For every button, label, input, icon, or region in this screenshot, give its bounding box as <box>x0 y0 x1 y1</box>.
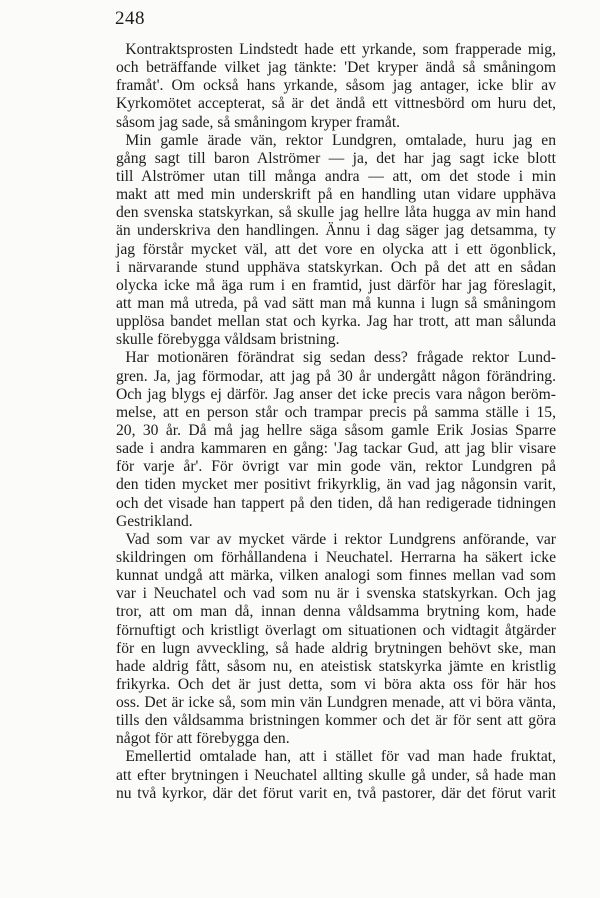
text-line: gång sagt till baron Alströmer — ja, det har jag sagt icke blott <box>116 149 556 167</box>
paragraph <box>116 531 556 749</box>
text-line: att man må utreda, på vad sätt man må kunna i lugn så småningom <box>116 294 556 312</box>
text-line: och beträffande vilket jag tänkte: 'Det kryper ändå så småningom <box>116 59 556 77</box>
text-line: frikyrka. Och det är just detta, som vi böra akta oss för här hos <box>116 675 556 693</box>
text-line: oss. Det är icke så, som min vän Lundgren menade, att vi böra vänta, <box>116 694 556 712</box>
text-line: och det visade han tappert på den tiden, då han redigerade tidningen <box>116 494 556 512</box>
text-line: tror, att om man då, innan denna våldsamma brytning kom, hade <box>116 603 556 621</box>
text-line: Vad som var av mycket värde i rektor Lundgrens anförande, var <box>125 530 556 548</box>
text-line: Gestrikland. <box>116 512 193 530</box>
text-line: melse, att en person står och trampar precis på samma ställe i 15, <box>116 403 556 421</box>
paragraph <box>116 349 556 530</box>
text-line: tills den våldsamma bristningen kommer och det är för sent att göra <box>116 712 556 730</box>
text-line: den svenska statskyrkan, så skulle jag hellre låta hugga av min hand <box>116 204 556 222</box>
text-line: sade i andra kammaren en gång: 'Jag tackar Gud, att jag blir visare <box>116 440 556 458</box>
text-line: Kontraktsprosten Lindstedt hade ett yrkande, som frapperade mig, <box>125 41 556 58</box>
paragraph <box>116 41 556 132</box>
text-line: än underskriva den handlingen. Ännu i dag säger jag detsamma, ty <box>116 222 556 240</box>
text-line: gren. Ja, jag förmodar, att jag på 30 år undergått någon förändring. <box>116 367 556 385</box>
text-line: skildringen om förhållandena i Neuchatel. Herrarna ha säkert icke <box>116 548 556 566</box>
text-line: Emellertid omtalade han, att i stället för vad man hade fruktat, <box>125 748 556 766</box>
paragraph <box>116 748 556 802</box>
text-line: upplösa bandet mellan stat och kyrka. Jag har trott, att man sålunda <box>116 313 556 331</box>
page-number: 248 <box>115 8 145 29</box>
text-line: till Alströmer utan till många andra — att, om det stode i min <box>116 167 556 185</box>
paragraph <box>116 132 556 350</box>
text-line: jag förstår mycket väl, att det vore en olycka att i ett ögonblick, <box>116 240 556 258</box>
text-line: Min gamle ärade vän, rektor Lundgren, omtalade, huru jag en <box>125 131 556 149</box>
text-line: makt att med min underskrift på en handling utan vidare upphäva <box>116 186 556 204</box>
text-line: för en lugn avveckling, så hade aldrig brytningen behövt ske, man <box>116 639 556 657</box>
text-line: kunnat undgå att märka, vilken analogi som finnes mellan vad som <box>116 567 556 585</box>
text-line: såsom jag sade, så småningom kryper framåt. <box>116 113 401 131</box>
text-line: något för att förebygga den. <box>116 730 290 748</box>
text-line: för varje år'. För övrigt var min gode vän, rektor Lundgren på <box>116 458 556 476</box>
text-line: framåt'. Om också hans yrkande, såsom jag antager, icke blir av <box>116 77 556 95</box>
text-line: var i Neuchatel och vad som nu är i svenska statskyrkan. Och jag <box>116 585 556 603</box>
text-line: i närvarande stund upphäva statskyrkan. Och på det att en sådan <box>116 258 556 276</box>
text-line: skulle förebygga våldsam bristning. <box>116 331 340 349</box>
body-text <box>116 41 556 803</box>
text-line: Kyrkomötet accepterat, så är det ändå ett vittnesbörd om huru det, <box>116 95 556 113</box>
text-line: förnuftigt och kristligt överlagt om situationen och vidtagit åtgärder <box>116 621 556 639</box>
text-line: den tiden mycket mer positivt frikyrklig, än vad jag någonsin varit, <box>116 476 556 494</box>
text-line: 20, 30 år. Då må jag hellre säga såsom gamle Erik Josias Sparre <box>116 421 556 439</box>
text-line: nu två kyrkor, där det förut varit en, två pastorer, där det förut varit <box>116 784 556 802</box>
text-line: hade aldrig fått, såsom nu, en ateistisk statskyrka jämte en kristlig <box>116 657 556 675</box>
text-line: Har motionären förändrat sig sedan dess? frågade rektor Lund- <box>125 349 556 367</box>
text-line: att efter brytningen i Neuchatel allting skulle gå under, så hade man <box>116 766 556 784</box>
text-line: Och jag blygs ej därför. Jag anser det icke precis vara någon beröm- <box>116 385 556 403</box>
text-line: olycka icke må äga rum i en framtid, just därför har jag föreslagit, <box>116 276 556 294</box>
